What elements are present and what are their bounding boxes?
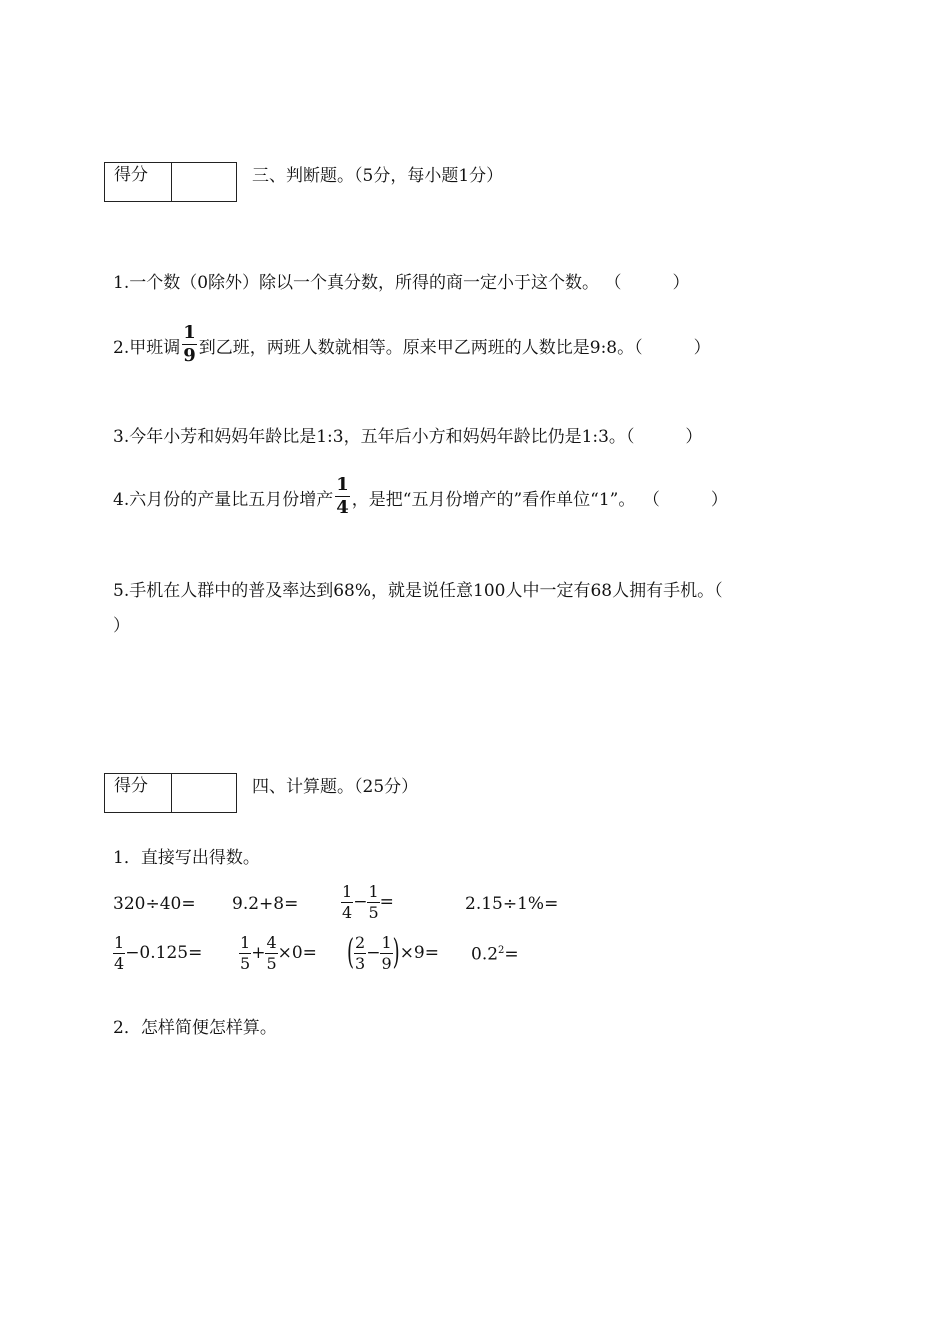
section4-title: 四、计算题。（25分） — [252, 777, 419, 797]
fraction-1-4: $\frac{1}{4}$ — [342, 882, 353, 922]
fraction-4-5: $\frac{4}{5}$ — [266, 933, 277, 973]
fraction-1-9: $\frac{1}{9}$ — [183, 322, 196, 366]
question-5 — [113, 583, 723, 600]
expr-320-div-40: 320÷40= — [113, 894, 196, 914]
expr-frac-plus-frac-times-0: $\frac{1}{5}$ + $\frac{4}{5}$ ×0= — [240, 933, 317, 973]
question-1 — [113, 275, 690, 292]
question-2 — [113, 322, 711, 369]
question-3 — [113, 429, 702, 446]
sub-question-2-title: 2．怎样简便怎样算。 — [113, 1018, 277, 1038]
fraction-1-9: $\frac{1}{9}$ — [381, 933, 392, 973]
question-4 — [113, 474, 728, 521]
fraction-1-4: $\frac{1}{4}$ — [336, 474, 349, 518]
fraction-1-5: $\frac{1}{5}$ — [240, 933, 251, 973]
expr-frac-minus-frac: $\frac{1}{4}$ − $\frac{1}{5}$ = — [342, 882, 394, 922]
score-label: 得分 — [114, 165, 148, 185]
question-1-text: 1.一个数（0除外）除以一个真分数，所得的商一定小于这个数。 — [113, 273, 600, 293]
question-3-text: 3.今年小芳和妈妈年龄比是1:3，五年后小方和妈妈年龄比仍是1:3。 — [113, 427, 626, 447]
fraction-1-5: $\frac{1}{5}$ — [368, 882, 379, 922]
question-2-pre: 2.甲班调 — [113, 338, 181, 358]
question-2-post: 到乙班，两班人数就相等。原来甲乙两班的人数比是9:8。 — [198, 338, 635, 358]
question-5-text: 5.手机在人群中的普及率达到68%，就是说任意100人中一定有68人拥有手机。（ — [113, 581, 723, 601]
answer-blank-5[interactable]: ） — [113, 616, 130, 636]
score-label-cell — [105, 774, 172, 812]
score-box-section3 — [104, 162, 237, 202]
expr-0-2-squared: $0.2^2=$ — [471, 944, 519, 965]
expr-2-15-div-percent: 2.15÷1%= — [465, 894, 559, 914]
score-box-section4 — [104, 773, 237, 813]
score-label: 得分 — [114, 776, 148, 796]
fraction-2-3: $\frac{2}{3}$ — [355, 933, 366, 973]
answer-blank-4[interactable]: （ ） — [651, 490, 728, 510]
answer-blank-3[interactable]: （ ） — [625, 427, 703, 447]
question-4-pre: 4.六月份的产量比五月份增产 — [113, 490, 334, 510]
sub-question-1-title: 1．直接写出得数。 — [113, 848, 260, 868]
question-4-post: ，是把“五月份增产的”看作单位“1”。 — [351, 490, 636, 510]
answer-blank-2[interactable]: （ ） — [634, 338, 711, 358]
section3-title: 三、判断题。（5分，每小题1分） — [252, 166, 504, 186]
expr-frac-minus-0-125: $\frac{1}{4}$ −0.125= — [114, 933, 203, 973]
score-label-cell — [105, 163, 172, 201]
expr-paren-frac-times-9: ( $\frac{2}{3}$ − $\frac{1}{9}$ )×9= — [347, 932, 439, 973]
answer-blank-1[interactable]: （ ） — [613, 273, 690, 293]
expr-9-2-plus-8: 9.2+8= — [232, 894, 299, 914]
fraction-1-4: $\frac{1}{4}$ — [114, 933, 125, 973]
